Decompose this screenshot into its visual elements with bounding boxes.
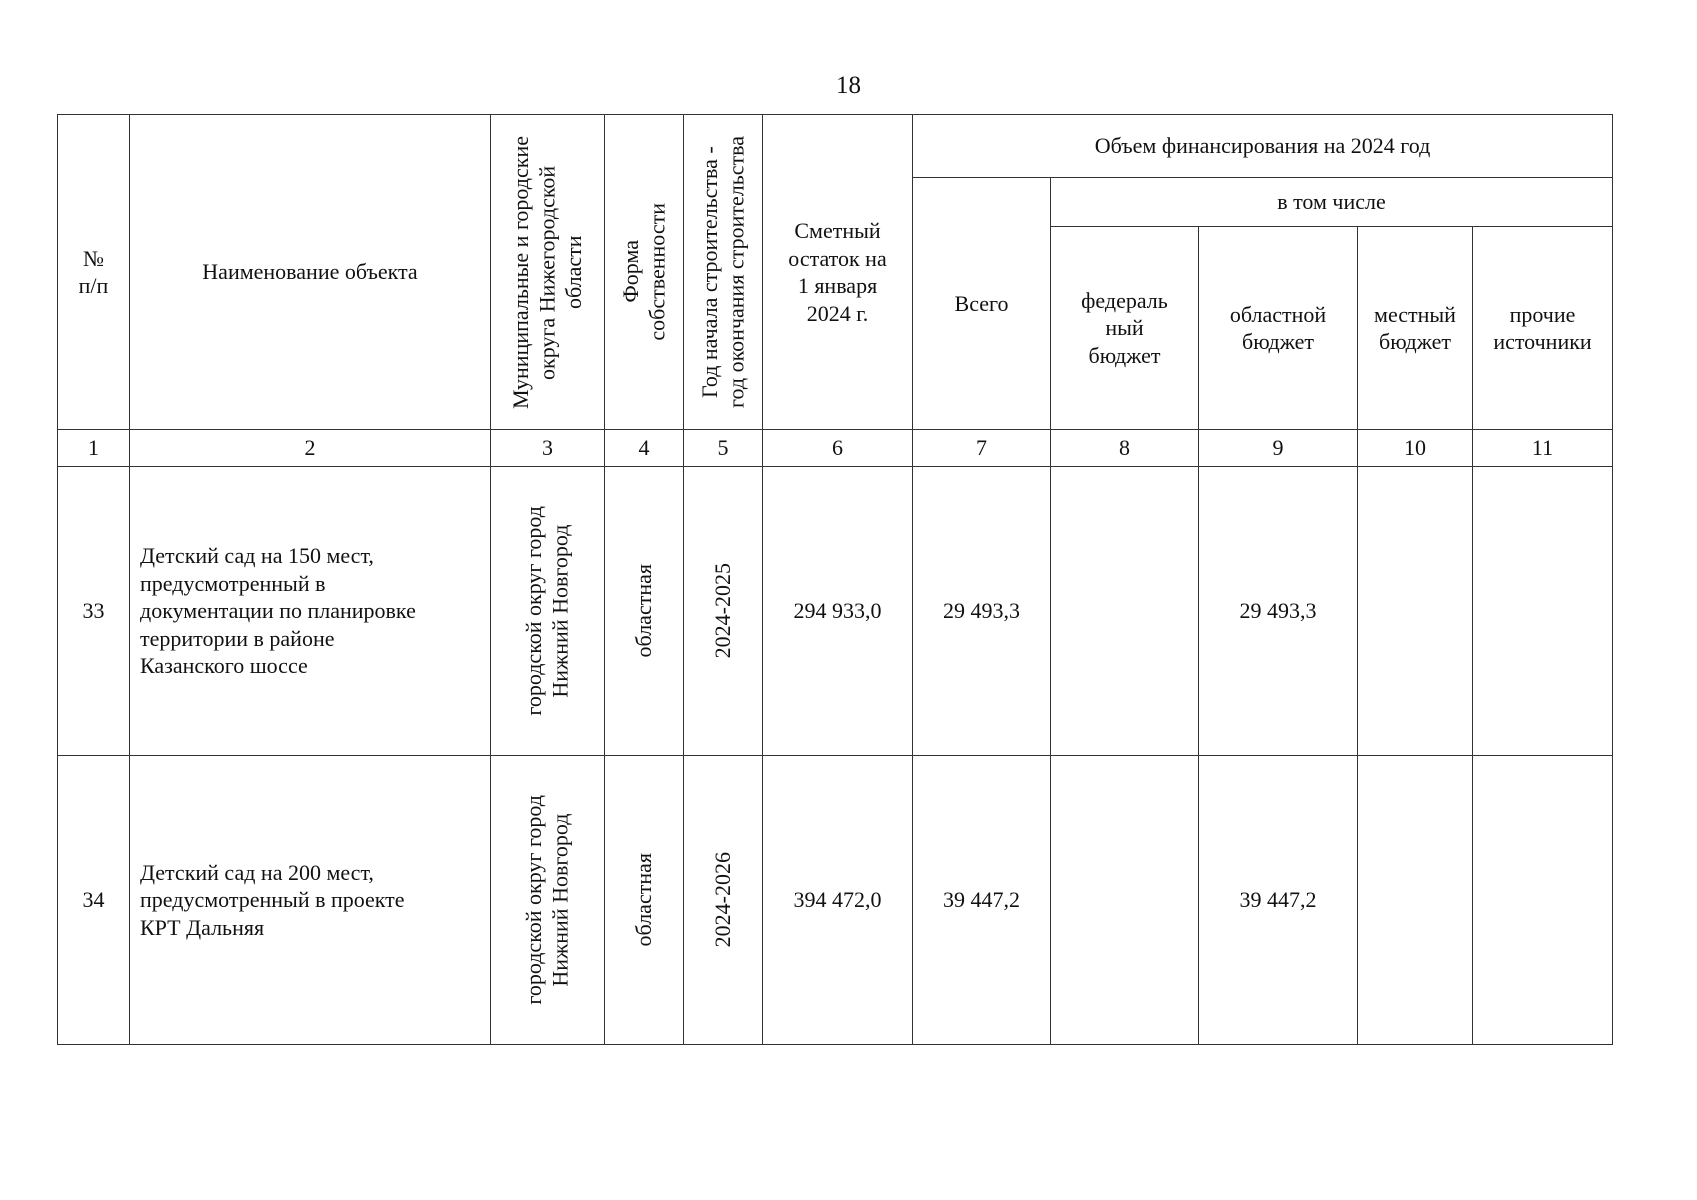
column-number: 2 <box>130 430 491 467</box>
header-municipality: Муниципальные и городские округа Нижегородской области <box>491 115 605 430</box>
header-total: Всего <box>913 178 1051 430</box>
row-num: 34 <box>58 756 130 1045</box>
column-number: 11 <box>1473 430 1613 467</box>
header-num: № п/п <box>58 115 130 430</box>
row-regional: 39 447,2 <box>1199 756 1358 1045</box>
column-number: 5 <box>684 430 763 467</box>
page-number: 18 <box>836 72 861 99</box>
row-years: 2024-2026 <box>684 756 763 1045</box>
header-financing: Объем финансирования на 2024 год <box>913 115 1613 178</box>
header-estimate: Сметный остаток на 1 января 2024 г. <box>763 115 913 430</box>
header-ownership: Форма собственности <box>605 115 684 430</box>
column-number: 4 <box>605 430 684 467</box>
row-municipality: городской округ город Нижний Новгород <box>491 756 605 1045</box>
header-other: прочие источники <box>1473 227 1613 430</box>
header-row-1 <box>58 115 1613 178</box>
financing-table <box>57 114 1613 1045</box>
row-estimate: 294 933,0 <box>763 467 913 756</box>
row-num: 33 <box>58 467 130 756</box>
row-regional: 29 493,3 <box>1199 467 1358 756</box>
column-number: 10 <box>1358 430 1473 467</box>
row-name: Детский сад на 200 мест, предусмотренный в проекте КРТ Дальняя <box>130 756 491 1045</box>
column-number: 6 <box>763 430 913 467</box>
table-row <box>58 467 1613 756</box>
column-number: 1 <box>58 430 130 467</box>
row-federal <box>1051 467 1199 756</box>
row-municipality: городской округ город Нижний Новгород <box>491 467 605 756</box>
row-years: 2024-2025 <box>684 467 763 756</box>
header-federal: федераль ный бюджет <box>1051 227 1199 430</box>
table-row <box>58 756 1613 1045</box>
column-number-row <box>58 430 1613 467</box>
column-number: 8 <box>1051 430 1199 467</box>
row-federal <box>1051 756 1199 1045</box>
column-number: 7 <box>913 430 1051 467</box>
header-years: Год начала строительства - год окончания строительства <box>684 115 763 430</box>
row-other <box>1473 467 1613 756</box>
column-number: 3 <box>491 430 605 467</box>
header-local: местный бюджет <box>1358 227 1473 430</box>
row-local <box>1358 756 1473 1045</box>
row-name: Детский сад на 150 мест, предусмотренный в документации по планировке территории в районе Казанского шоссе <box>130 467 491 756</box>
row-ownership: областная <box>605 467 684 756</box>
column-number: 9 <box>1199 430 1358 467</box>
header-regional: областной бюджет <box>1199 227 1358 430</box>
row-other <box>1473 756 1613 1045</box>
row-total: 29 493,3 <box>913 467 1051 756</box>
header-including: в том числе <box>1051 178 1613 227</box>
header-name: Наименование объекта <box>130 115 491 430</box>
row-local <box>1358 467 1473 756</box>
row-total: 39 447,2 <box>913 756 1051 1045</box>
row-estimate: 394 472,0 <box>763 756 913 1045</box>
row-ownership: областная <box>605 756 684 1045</box>
